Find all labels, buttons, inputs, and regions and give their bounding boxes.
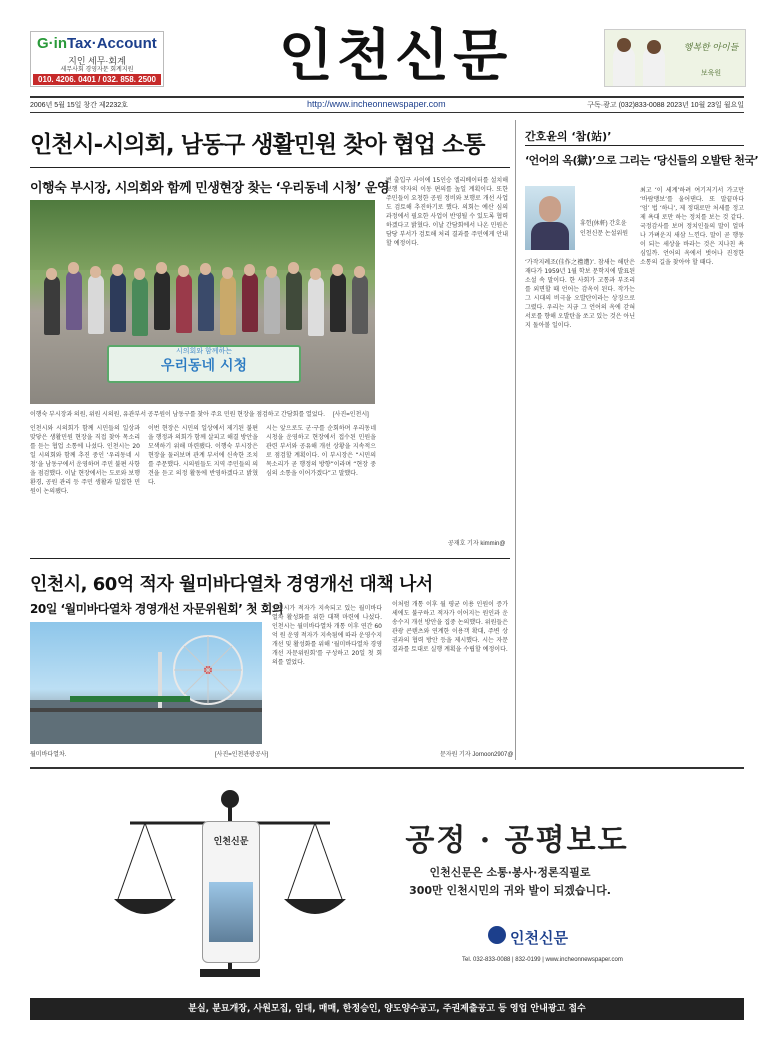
tax-account-ad[interactable]: [30, 31, 164, 87]
ad-title: 공정 · 공평보도: [405, 823, 629, 858]
person-head: [134, 268, 145, 280]
person: [220, 275, 236, 335]
newspaper-promo-ad[interactable]: [30, 767, 744, 993]
article1-col1: 인천시와 시의회가 함께 시민들의 일상과 맞닿은 생활민원 현장을 직접 찾아 목소리를 듣는 협업 소통에 나섰다. 인천시는 20일 시의회와 함께 추진 중인 ‘우리동네 시청’을 남동구에서 운영하며 주민 불편 사항을 점검했다. 이날 현장에서는 도로와 보행 환경, 공원 관리 등 주민 생활과 밀접한 민원이 논의됐다.: [30, 425, 140, 495]
rolled-newspaper: [202, 821, 260, 963]
paper-photo: [209, 882, 253, 942]
column-divider: [515, 120, 516, 760]
article1-photo: [30, 200, 375, 404]
dateline: [30, 96, 744, 113]
children-ad-label: 보육원: [700, 70, 722, 77]
ad-slogan-1: 인천신문은 소통·봉사·정론직필로: [429, 866, 591, 879]
person-head: [156, 262, 167, 274]
founded-issue: 2006년 5월 15일 창간 제2232호: [30, 102, 128, 109]
person-head: [200, 263, 211, 275]
article2-subhead: 20일 ‘월미바다열차 경영개선 자문위원회’ 첫 회의: [30, 602, 283, 616]
paper-masthead: 인천신문: [213, 837, 249, 847]
person: [242, 272, 258, 332]
brand-logo-icon: [488, 926, 506, 944]
person-head: [112, 264, 123, 276]
person-head: [90, 266, 101, 278]
person: [154, 270, 170, 330]
article2-headline[interactable]: 인천시, 60억 적자 월미바다열차 경영개선 대책 나서: [30, 574, 433, 595]
article1-col3: 시는 앞으로도 군·구를 순회하며 우리동네 시청을 운영하고 현장에서 접수된 민원을 관련 부서와 공유해 개선 상황을 지속적으로 점검할 계획이다. 이 부시장은 “시민의 목소리가 곧 행정의 방향”이라며 “현장 중심의 소통을 이어가겠다”고 말했다.: [266, 425, 376, 477]
article2-byline: 문자원 기자 Jornoon2907@: [440, 752, 514, 758]
person-head: [310, 268, 321, 280]
column-label: 간호윤의 ‘참(站)’: [525, 130, 612, 143]
date-info: 구독·광고 (032)833-0088 2023년 10월 23일 월요일: [587, 102, 744, 109]
classified-footer[interactable]: 분실, 분묘개장, 사원모집, 임대, 매매, 한정승인, 양도양수공고, 주권제출공고 등 영업 안내광고 접수: [30, 998, 744, 1020]
ferris-wheel-scene: [30, 622, 262, 744]
article1-col4: 번 출입구 사이에 15인승 엘리베이터를 설치해 보행 약자의 이동 편의를 높일 계획이다. 또한 주민들이 요청한 공원 정비와 보행로 개선 사업도 검토해 추진하기로 했다. 의회는 예산 심의 과정에서 필요한 사업이 반영될 수 있도록 협력하겠다고 밝혔다. 이날 간담회에서 나온 민원은 담당 부서가 검토해 처리 결과를 주민에게 안내할 예정이다.: [386, 177, 508, 247]
person: [352, 274, 368, 334]
article2-col2: 이처럼 개통 이후 월 평균 이용 인원이 증가세에도 불구하고 적자가 이어지는 원인과 운송수지 개선 방안을 집중 논의했다. 위원들은 관광 콘텐츠와 연계한 이용객 확대, 주변 상권과의 협력 방안 등을 제시했다. 시는 자문 결과를 토대로 실행 계획을 수립할 예정이다.: [392, 601, 508, 653]
column-author: 휴헌(休軒) 간호윤: [580, 221, 627, 227]
trees-background: [30, 200, 375, 270]
person-head: [266, 266, 277, 278]
photo-banner: [107, 345, 301, 383]
children-ad-text: 행복한 아이들: [683, 42, 739, 52]
person-head: [244, 264, 255, 276]
column-title[interactable]: ‘언어의 옥(獄)’으로 그리는 ‘당신들의 오발탄 천국’: [525, 154, 759, 167]
person: [286, 270, 302, 330]
divider: [30, 558, 510, 559]
divider: [30, 167, 510, 168]
person-head: [354, 266, 365, 278]
ad-slogan-2: 300만 인천시민의 귀와 발이 되겠습니다.: [409, 884, 611, 897]
person: [44, 275, 60, 335]
children-ad[interactable]: [604, 29, 746, 87]
tax-ad-name: 지인 세무·회계: [68, 56, 126, 66]
person-head: [332, 264, 343, 276]
article2-photo-credit: [사진=인천관광공사]: [215, 752, 269, 758]
person-head: [222, 267, 233, 279]
article2-photo-caption: 월미바다열차.: [30, 752, 67, 758]
article1-byline: 공재호 기자 kimmin@: [448, 541, 506, 547]
article2-photo: [30, 622, 262, 744]
person-head: [288, 262, 299, 274]
tax-ad-services: 세무사회 경영자문 회계지원: [60, 67, 134, 73]
child-figure: [613, 46, 635, 86]
portrait-body: [531, 222, 569, 250]
column-author-title: 인천신문 논설위원: [580, 231, 629, 237]
person-head: [46, 268, 57, 280]
person: [264, 274, 280, 334]
column-text-b: 최고 ‘이 세계’하려 여기저기서 가고만 ‘바람맹보’를 울어댄다. 또 말끝마다 ‘엄’ 법 ‘하니’, 제 정대로만 처세를 정고 제 욕대 로만 하는 정치를 보는 것 같다. 국정감사를 보며 정치인들의 말이 얼마나 가벼운지 새삼 느낀다. 말이 곧 행동이 되는 세상을 바라는 것은 지나친 욕심일까. 언어의 옥에서 벗어나 진정한 소통의 길을 찾아야 할 때다.: [640, 187, 744, 266]
person-head: [68, 262, 79, 274]
person: [330, 272, 346, 332]
website-url[interactable]: http://www.incheonnewspaper.com: [307, 99, 446, 109]
person-head: [178, 265, 189, 277]
person: [88, 274, 104, 334]
article2-col1: 인천시가 적자가 지속되고 있는 월미바다열차 활성화를 위한 대책 마련에 나섰다. 인천시는 월미바다열차 개통 이후 연간 60억 원 운영 적자가 지속됨에 따라 운영수지 개선 및 활성화를 위해 ‘월미바다열차 경영개선 자문위원회’를 구성하고 20일 첫 회의를 열었다.: [272, 605, 382, 666]
person: [132, 276, 148, 336]
divider: [525, 145, 744, 146]
person: [198, 271, 214, 331]
author-portrait: [525, 186, 575, 250]
person: [308, 276, 324, 336]
child-head: [617, 38, 631, 52]
tax-ad-logo: G·inTax·Account: [37, 35, 157, 52]
photo-banner-text: 우리동네 시청: [160, 358, 248, 374]
person: [176, 273, 192, 333]
masthead: 인천신문: [278, 24, 512, 89]
ad-contact: Tel. 032-833-0088 | 832-0199 | www.incheonnewspaper.com: [462, 957, 623, 963]
child-head: [647, 40, 661, 54]
person: [66, 270, 82, 330]
column-text-a: ‘가작지례조(佳作之禮遭)’. 참새는 해탄은 재다가 1959년 1월 학보 문학지에 발표된 소설 속 말이다. 한 사회가 고통과 부조리를 외면할 때 언어는 감옥이 된다. 작가는 그 시대의 비극을 오발탄이라는 상징으로 그렸다. 우리는 지금 그 언어의 옥에 갇혀 서로를 향해 오발탄을 쏘고 있는 것은 아닌지 돌아볼 일이다.: [525, 259, 635, 329]
tax-ad-phone: 010. 4206. 0401 / 032. 858. 2500: [33, 74, 161, 85]
article1-photo-caption: 이행숙 부시장과 의원, 위원 시의원, 유관부서 공무원이 남동구를 찾아 주요 민원 현장을 점검하고 간담회를 열었다.: [30, 412, 325, 418]
article1-photo-credit: [사진=인천시]: [333, 412, 369, 418]
portrait-face: [539, 196, 561, 222]
photo-banner-small: 시의회와 함께하는: [175, 348, 233, 355]
article1-headline[interactable]: 인천시-시의회, 남동구 생활민원 찾아 협업 소통: [30, 132, 485, 158]
article1-subhead: 이행숙 부시장, 시의회와 함께 민생현장 찾는 ‘우리동네 시청’ 운영: [30, 181, 390, 196]
person: [110, 272, 126, 332]
article1-col2: 이번 현장은 시민의 일상에서 제기된 불편을 행정과 의회가 함께 살피고 해결 방안을 모색하기 위해 마련됐다. 이행숙 부시장은 현장을 둘러보며 관계 부서에 신속한 조치를 주문했다. 시의원들도 지역 주민들의 의견을 듣고 의정 활동에 반영하겠다고 밝혔다.: [148, 425, 258, 486]
ad-brand: 인천신문: [510, 929, 568, 947]
